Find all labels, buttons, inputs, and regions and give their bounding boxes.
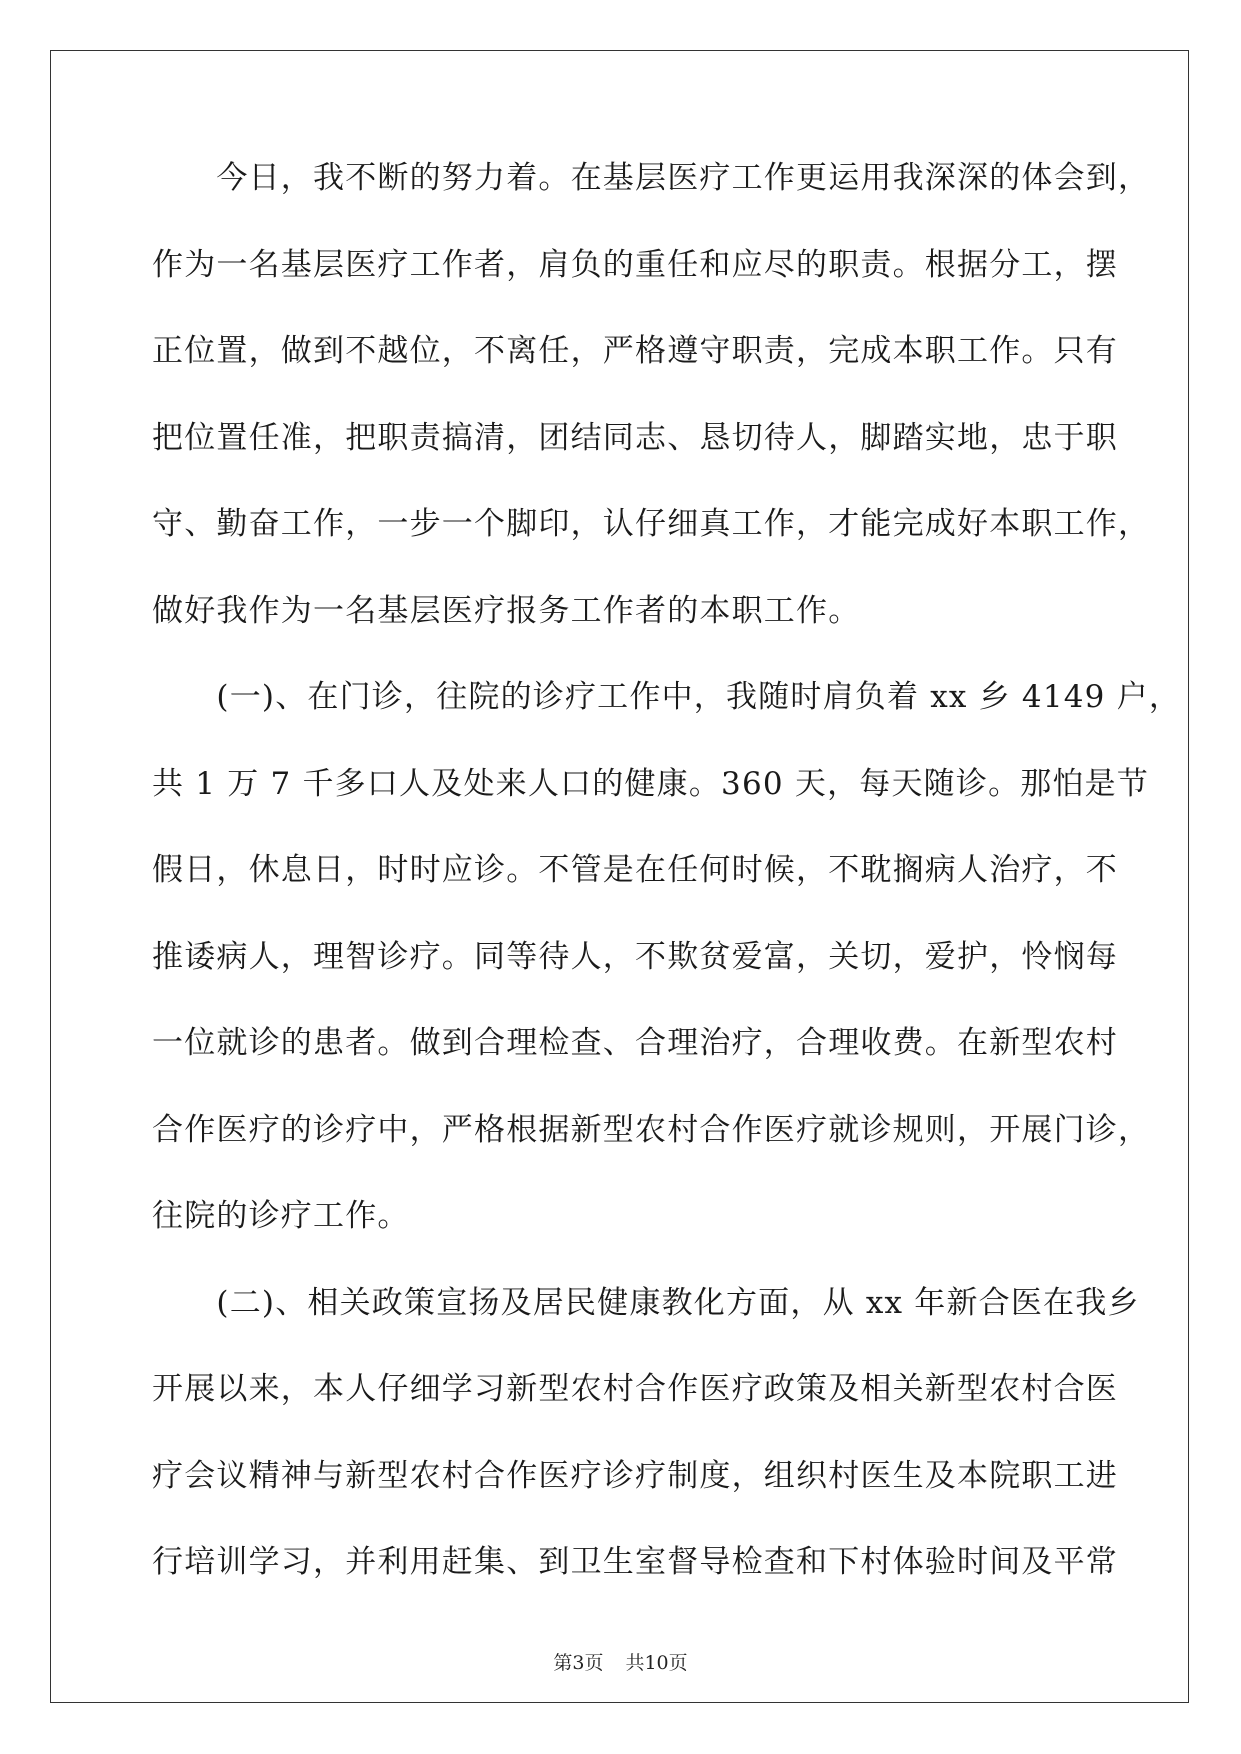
text-line: 共 1 万 7 千多口人及处来人口的健康。360 天，每天随诊。那怕是节 <box>152 765 1150 802</box>
text-line: 作为一名基层医疗工作者，肩负的重任和应尽的职责。根据分工，摆 <box>152 246 1118 283</box>
text-line: (二)、相关政策宣扬及居民健康教化方面，从 xx 年新合医在我乡 <box>152 1284 1140 1321</box>
page-footer <box>0 1652 1241 1674</box>
text-line: 把位置任准，把职责搞清，团结同志、恳切待人，脚踏实地，忠于职 <box>152 419 1118 456</box>
page-total: 共10页 <box>625 1652 688 1674</box>
text-line: 开展以来，本人仔细学习新型农村合作医疗政策及相关新型农村合医 <box>152 1371 1118 1407</box>
text-line: 推诿病人，理智诊疗。同等待人，不欺贫爱富，关切，爱护，怜悯每 <box>152 938 1118 975</box>
page-number: 第3页 <box>553 1652 604 1674</box>
text-line: 合作医疗的诊疗中，严格根据新型农村合作医疗就诊规则，开展门诊， <box>152 1111 1151 1148</box>
text-line: 行培训学习，并利用赶集、到卫生室督导检查和下村体验时间及平常 <box>152 1544 1118 1580</box>
text-line: 一位就诊的患者。做到合理检查、合理治疗，合理收费。在新型农村 <box>152 1025 1118 1061</box>
document-body <box>152 160 1182 1631</box>
text-line: 往院的诊疗工作。 <box>152 1198 410 1234</box>
text-line: 假日，休息日，时时应诊。不管是在任何时候，不耽搁病人治疗，不 <box>152 852 1118 888</box>
text-line: 守、勤奋工作，一步一个脚印，认仔细真工作，才能完成好本职工作， <box>152 506 1151 542</box>
text-line: 今日，我不断的努力着。在基层医疗工作更运用我深深的体会到， <box>152 160 1151 196</box>
text-line: (一)、在门诊，往院的诊疗工作中，我随时肩负着 xx 乡 4149 户， <box>152 679 1182 715</box>
text-line: 做好我作为一名基层医疗报务工作者的本职工作。 <box>152 592 861 629</box>
text-line: 正位置，做到不越位，不离任，严格遵守职责，完成本职工作。只有 <box>152 333 1118 369</box>
text-line: 疗会议精神与新型农村合作医疗诊疗制度，组织村医生及本院职工进 <box>152 1457 1118 1494</box>
